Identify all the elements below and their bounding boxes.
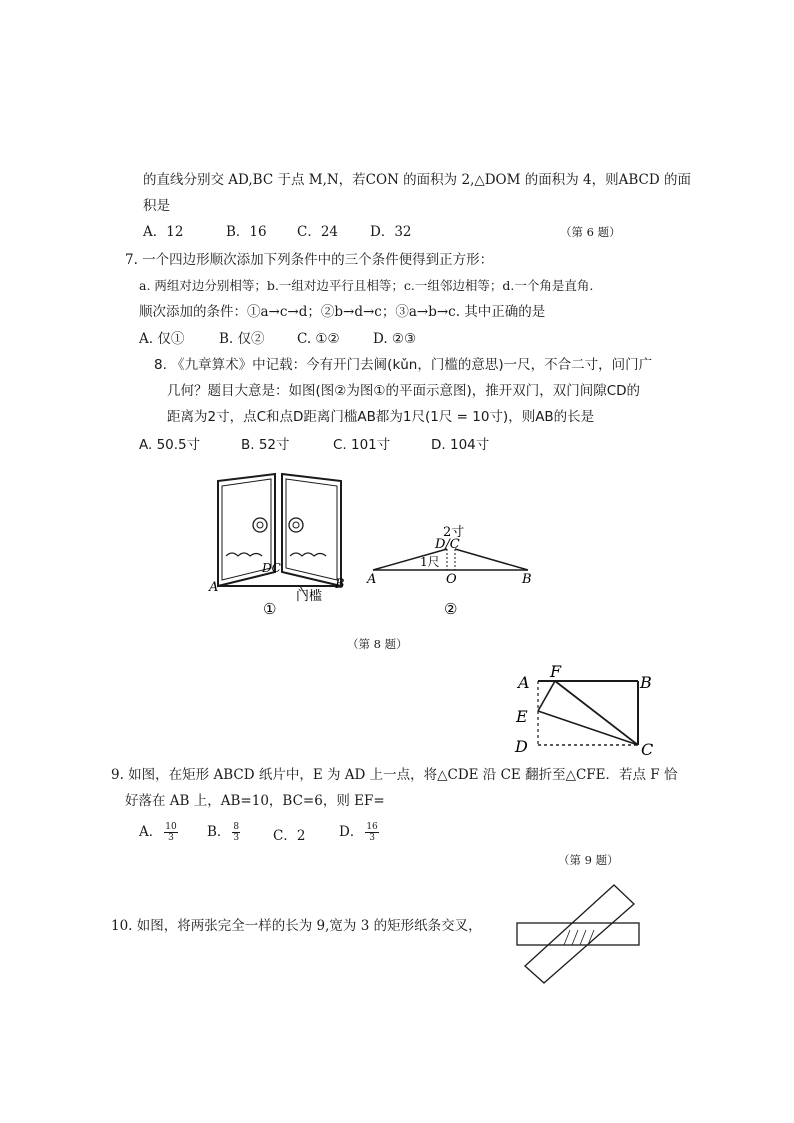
fig9-label-e: E xyxy=(516,707,528,726)
q6-caption: （第 6 题） xyxy=(560,225,621,239)
fig2-label-o: O xyxy=(446,572,457,587)
fig9-label-c: C xyxy=(641,740,654,759)
fig2-label-b: B xyxy=(522,572,532,587)
q7-option-a: A. 仅① xyxy=(139,331,185,347)
fig9-label-a: A xyxy=(518,673,530,692)
q6-line2: 积是 xyxy=(143,198,170,214)
q9-option-b: B． $\frac{8}{3}$ xyxy=(207,822,240,843)
q7-option-b: B. 仅② xyxy=(219,331,265,347)
q9-option-d: D． $\frac{16}{3}$ xyxy=(339,822,378,843)
fig9-label-b: B xyxy=(640,673,652,692)
q6-option-a: A．12 xyxy=(143,224,184,240)
q8-option-a: A. 50.5寸 xyxy=(139,437,201,453)
q9-option-d-fraction: $\frac{16}{3}$ xyxy=(366,822,378,843)
q9-caption: （第 9 题） xyxy=(558,853,619,867)
fig2-label-chi: 1尺 xyxy=(420,555,440,569)
fig2-label-gap: 2寸 xyxy=(443,525,465,540)
q6-option-d: D．32 xyxy=(370,224,412,240)
fig2-number: ② xyxy=(444,600,458,618)
q8-caption: （第 8 题） xyxy=(347,637,408,651)
q8-option-b: B. 52寸 xyxy=(241,437,290,453)
fig1-label-sill: 门槛 xyxy=(296,589,323,604)
fig9-label-d: D xyxy=(515,737,528,756)
q6-option-c: C．24 xyxy=(297,224,339,240)
q9-option-b-fraction: $\frac{8}{3}$ xyxy=(233,822,240,843)
q7-option-c: C. ①② xyxy=(297,331,340,347)
q8-line3: 距离为2寸，点C和点D距离门槛AB都为1尺(1尺 = 10寸)，则AB的长是 xyxy=(167,409,595,425)
q8-line1: 8. 《九章算术》中记载：今有开门去阃(kǔn，门槛的意思)一尺，不合二寸，问门广 xyxy=(154,357,653,373)
q9-line2: 好落在 AB 上，AB=10，BC=6，则 EF= xyxy=(125,793,385,809)
q10-line1: 10. 如图，将两张完全一样的长为 9,宽为 3 的矩形纸条交叉， xyxy=(111,918,482,934)
q8-option-d: D. 104寸 xyxy=(431,437,490,453)
q9-option-a-fraction: $\frac{10}{3}$ xyxy=(165,822,177,843)
q9-option-a: A． $\frac{10}{3}$ xyxy=(139,822,177,843)
fig9-label-f: F xyxy=(550,662,562,681)
q6-option-b: B．16 xyxy=(226,224,267,240)
q7-option-d: D. ②③ xyxy=(373,331,417,347)
fig1-label-a: A xyxy=(209,580,219,595)
fig1-number: ① xyxy=(263,600,277,618)
q9-option-c: C．2 xyxy=(273,828,306,844)
fig2-label-dc: D/C xyxy=(435,537,460,552)
q7-conditions: a. 两组对边分别相等；b.一组对边平行且相等；c.一组邻边相等；d.一个角是直角. xyxy=(139,278,594,293)
q6-line1: 的直线分别交 AD,BC 于点 M,N，若CON 的面积为 2,△DOM 的面积为 4，则ABCD 的面 xyxy=(143,172,691,188)
q8-option-c: C. 101寸 xyxy=(333,437,391,453)
fig1-label-b: B xyxy=(335,577,345,592)
fig1-label-dc: DC xyxy=(262,561,281,575)
q8-line2: 几何？题目大意是：如图(图②为图①的平面示意图)，推开双门，双门间隙CD的 xyxy=(167,383,641,399)
q7-stem: 7. 一个四边形顺次添加下列条件中的三个条件便得到正方形： xyxy=(125,252,494,268)
q9-line1: 9. 如图，在矩形 ABCD 纸片中，E 为 AD 上一点，将△CDE 沿 CE 翻折至△CFE．若点 F 恰 xyxy=(111,767,678,783)
q7-sequence: 顺次添加的条件：①a→c→d；②b→d→c；③a→b→c. 其中正确的是 xyxy=(139,304,546,320)
fig2-label-a: A xyxy=(367,572,377,587)
